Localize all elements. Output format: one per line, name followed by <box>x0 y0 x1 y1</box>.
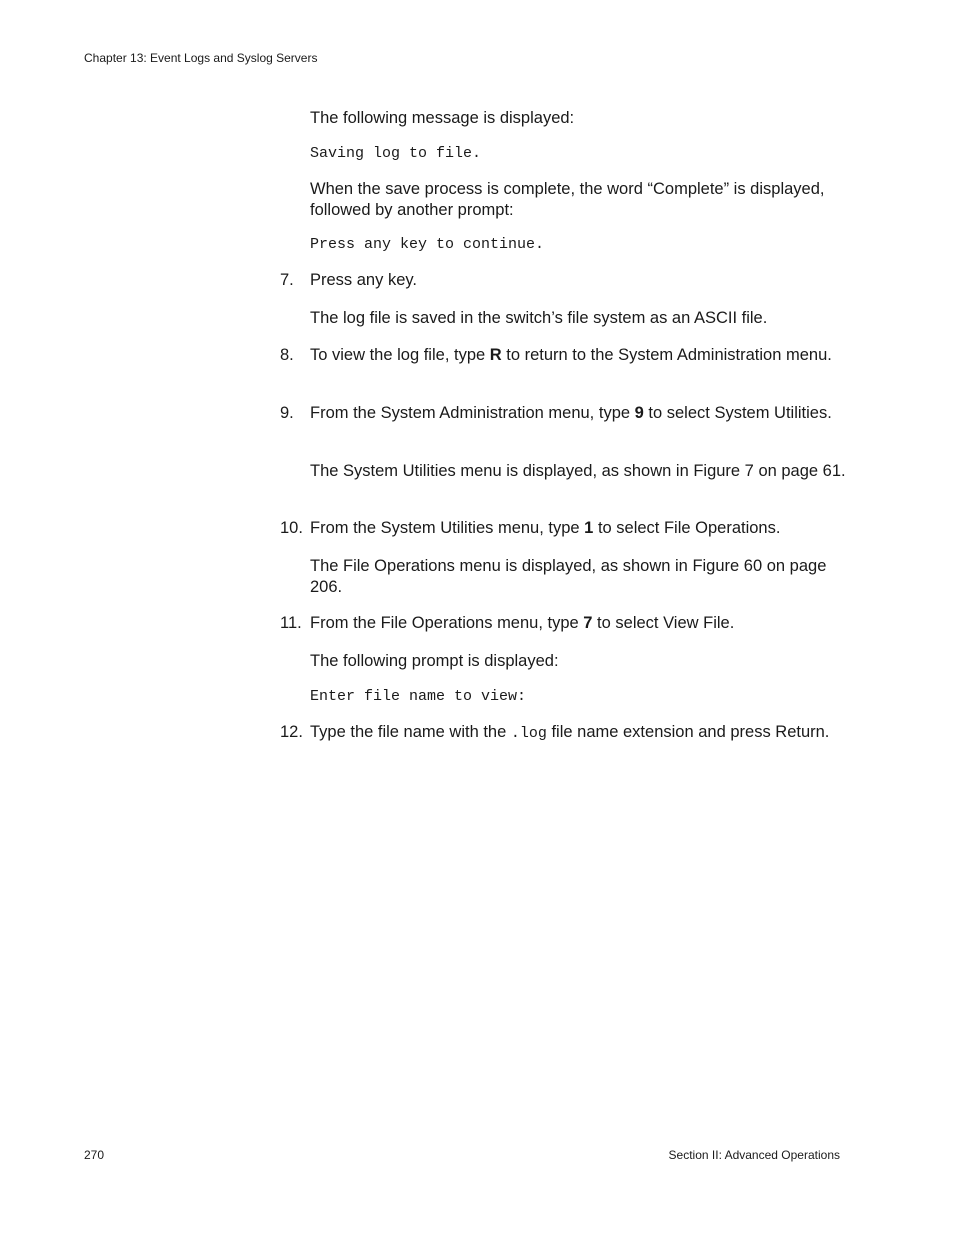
step-8-text-c: to return to the System Administration menu. <box>501 346 832 364</box>
step-number-8: 8. <box>280 346 294 364</box>
step-10-text-a: From the System Utilities menu, type <box>310 519 585 537</box>
step-11-text <box>310 613 850 634</box>
code-saving-log: Saving log to file. <box>310 145 482 162</box>
step-11-key: 7 <box>583 614 593 632</box>
step-9-text <box>310 403 850 424</box>
step-7-text: Press any key. <box>310 271 417 289</box>
step-10-key: 1 <box>584 519 594 537</box>
step-11-text-a: From the File Operations menu, type <box>310 614 584 632</box>
running-footer-section: Section II: Advanced Operations <box>668 1148 840 1162</box>
running-header: Chapter 13: Event Logs and Syslog Servers <box>84 51 318 65</box>
step-12-text <box>310 722 850 744</box>
step-8-key: R <box>489 346 502 364</box>
step-12-extension: .log <box>510 725 547 742</box>
paragraph-file-operations: The File Operations menu is displayed, as shown in Figure 60 on page 206. <box>310 557 827 596</box>
step-8-text <box>310 345 850 366</box>
code-press-any-key: Press any key to continue. <box>310 236 545 253</box>
step-9-text-c: to select System Utilities. <box>643 404 832 422</box>
paragraph-system-utilities: The System Utilities menu is displayed, as shown in Figure 7 on page 61. <box>310 462 846 480</box>
step-11-text-c: to select View File. <box>592 614 735 632</box>
page-number: 270 <box>84 1148 105 1162</box>
paragraph-save-complete: When the save process is complete, the word “Complete” is displayed, followed by another prompt: <box>310 180 825 219</box>
step-8-text-a: To view the log file, type <box>310 346 490 364</box>
step-number-7: 7. <box>280 271 294 289</box>
paragraph-prompt-displayed: The following prompt is displayed: <box>310 652 559 670</box>
step-number-10: 10. <box>280 519 303 537</box>
step-12-text-a: Type the file name with the <box>310 723 511 741</box>
step-number-11: 11. <box>280 614 302 632</box>
step-10-text-c: to select File Operations. <box>593 519 781 537</box>
step-9-key: 9 <box>634 404 644 422</box>
paragraph-log-saved: The log file is saved in the switch’s file system as an ASCII file. <box>310 309 768 327</box>
step-number-12: 12. <box>280 723 303 741</box>
step-10-text <box>310 518 850 539</box>
step-9-text-a: From the System Administration menu, type <box>310 404 635 422</box>
code-enter-file-name: Enter file name to view: <box>310 688 527 705</box>
paragraph-message-displayed: The following message is displayed: <box>310 109 575 127</box>
step-number-9: 9. <box>280 404 294 422</box>
step-12-text-c: file name extension and press Return. <box>546 723 830 741</box>
